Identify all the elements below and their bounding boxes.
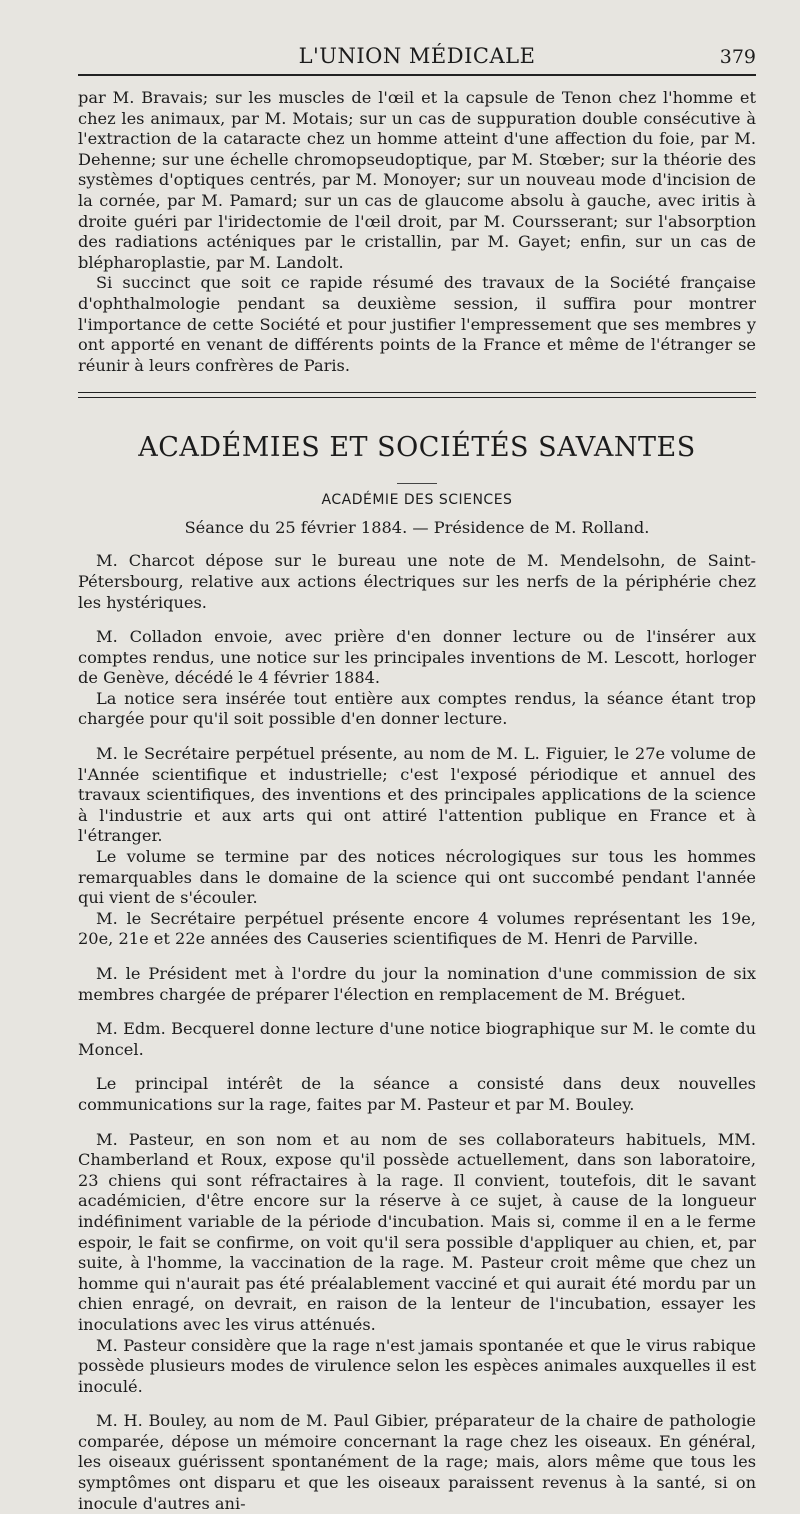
body-paragraph: La notice sera insérée tout entière aux comptes rendus, la séance étant trop chargée pour qu'il soit possible d'en donner lecture. [78,688,756,729]
body-paragraph: M. Colladon envoie, avec prière d'en donner lecture ou de l'insérer aux comptes rendus, une notice sur les principales inventions de M. Lescott, horloger de Genève, décédé le 4 février 1884. [78,627,756,688]
page-number: 379 [719,46,756,68]
intro-paragraph: Si succinct que soit ce rapide résumé des travaux de la Société française d'ophthalmologie pendant sa deuxième session, il suffira pour montrer l'importance de cette Société et pour justifier l'empressement que ses membres y ont apporté en venant de différents points de la France et même de l'étranger se réunir à leurs confrères de Paris. [78,273,756,375]
body-paragraph: M. Pasteur, en son nom et au nom de ses collaborateurs habituels, MM. Chamberland et Roux, expose qu'il possède actuellement, dans son laboratoire, 23 chiens qui sont réfractaires à la rage. Il convient, toutefois, dit le savant académicien, d'être encore sur la réserve à ce sujet, à cause de la longueur indéfiniment variable de la période d'incubation. Mais si, comme il en a le ferme espoir, le fait se confirme, on voit qu'il sera possible d'appliquer au chien, et, par suite, à l'homme, la vaccination de la rage. M. Pasteur croit même que chez un homme qui n'aurait pas été préalablement vacciné et qui aurait été mordu par un chien enragé, on devrait, en raison de la lenteur de l'incubation, essayer les inoculations avec les virus atténués. [78,1129,756,1334]
body-paragraph: Le principal intérêt de la séance a consisté dans deux nouvelles communications sur la rage, faites par M. Pasteur et par M. Bouley. [78,1074,756,1114]
body-paragraph: Le volume se termine par des notices nécrologiques sur tous les hommes remarquables dans le domaine de la science qui ont succombé pendant l'année qui vient de s'écouler. [78,847,756,908]
body-paragraph: M. Edm. Becquerel donne lecture d'une notice biographique sur M. le comte du Moncel. [78,1019,756,1059]
section-divider [78,392,756,398]
section-title: ACADÉMIES ET SOCIÉTÉS SAVANTES [138,432,696,464]
subsection-title: ACADÉMIE DES SCIENCES [321,492,513,509]
title-rule [397,483,437,484]
body-paragraph: M. H. Bouley, au nom de M. Paul Gibier, préparateur de la chaire de pathologie comparée, dépose un mémoire concernant la rage chez les oiseaux. En général, les oiseaux guérissent spontanément de la rage; mais, alors même que tous les symptômes ont disparu et que les oiseaux paraissent revenus à la santé, si on inocule d'autres ani- [78,1411,756,1513]
journal-title: L'UNION MÉDICALE [298,44,536,68]
body-paragraph: M. le Secrétaire perpétuel présente, au nom de M. L. Figuier, le 27e volume de l'Année scientifique et industrielle; c'est l'exposé périodique et annuel des travaux scientifiques, des inventions et des principales applications de la science à l'industrie et aux arts qui ont attiré l'attention publique en France et à l'étranger. [78,744,756,846]
body-paragraph: M. le Président met à l'ordre du jour la nomination d'une commission de six membres chargée de préparer l'élection en remplacement de M. Bréguet. [78,964,756,1004]
page-header [78,36,756,70]
intro-paragraph: par M. Bravais; sur les muscles de l'œil et la capsule de Tenon chez l'homme et chez les animaux, par M. Motais; sur un cas de suppuration double consécutive à l'extraction de la cataracte chez un homme atteint d'une affection du foie, par M. Dehenne; sur une échelle chromopseudoptique, par M. Stœber; sur la théorie des systèmes d'optiques centrés, par M. Monoyer; sur un nouveau mode d'incision de la cornée, par M. Pamard; sur un cas de glaucome absolu à gauche, avec iritis à droite guéri par l'iridectomie de l'œil droit, par M. Coursserant; sur l'absorption des radiations acténiques par le cristallin, par M. Gayet; enfin, sur un cas de blépharoplastie, par M. Landolt. [78,88,756,272]
body-paragraph: M. le Secrétaire perpétuel présente encore 4 volumes représentant les 19e, 20e, 21e et 22e années des Causeries scientifiques de M. Henri de Parville. [78,908,756,949]
body-paragraph: M. Pasteur considère que la rage n'est jamais spontanée et que le virus rabique possède plusieurs modes de virulence selon les espèces animales auxquelles il est inoculé. [78,1335,756,1396]
body-paragraph: M. Charcot dépose sur le bureau une note de M. Mendelsohn, de Saint-Pétersbourg, relative aux actions électriques sur les nerfs de la périphérie chez les hystériques. [78,551,756,612]
header-rule [78,74,756,76]
seance-line: Séance du 25 février 1884. — Présidence de M. Rolland. [184,518,650,538]
